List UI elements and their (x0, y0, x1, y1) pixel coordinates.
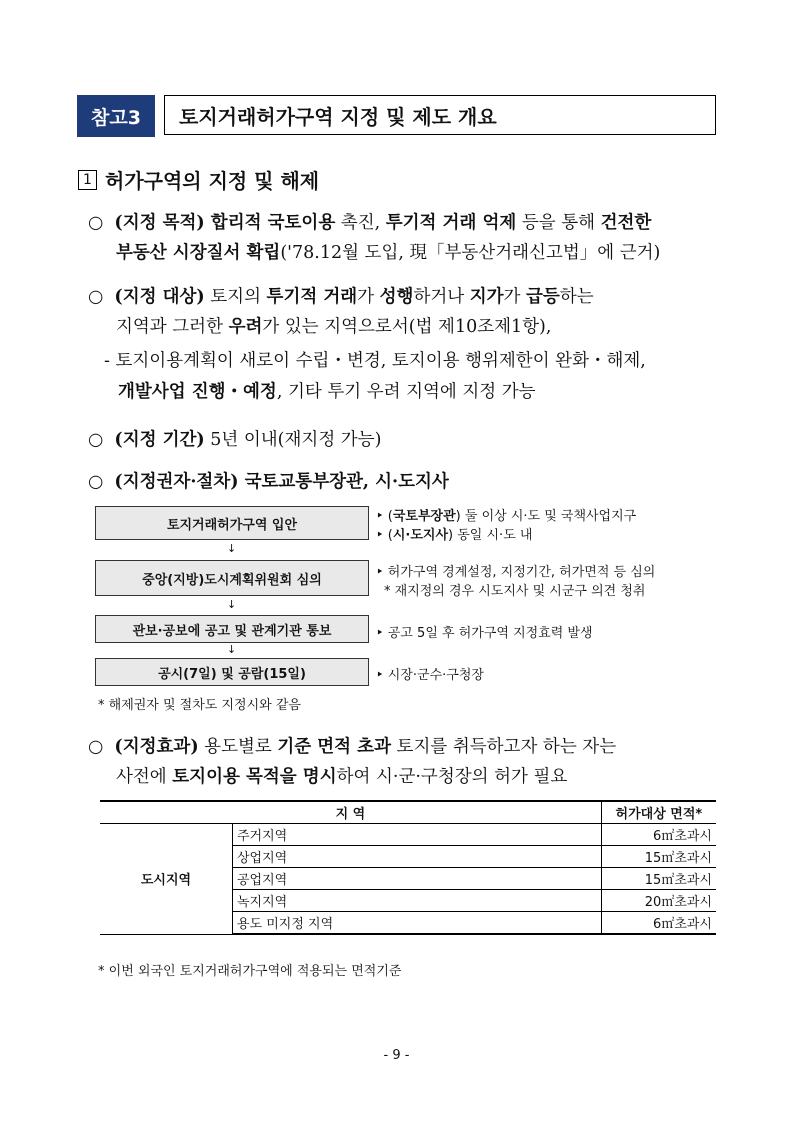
item-target-sub1: - 토지이용계획이 새로이 수립・변경, 토지이용 행위제한이 완화・해제, (104, 351, 646, 371)
flow-note: ‣ 허가구역 경계설정, 지정기간, 허가면적 등 심의 (376, 565, 656, 580)
text: 가 (503, 287, 527, 307)
text: 하거나 (413, 287, 470, 307)
text: 투기적 거래 억제 (385, 213, 517, 233)
flow-arrow: ↓ (227, 598, 237, 611)
text: ('78.12월 도입, 現「부동산거래신고법」에 근거) (280, 243, 661, 263)
flow-arrow: ↓ (227, 643, 237, 656)
item-period (88, 425, 381, 455)
flow-step-2: 중앙(지방)도시계획위원회 심의 (95, 560, 369, 596)
flow-note (376, 524, 532, 543)
flow-note (376, 505, 636, 524)
text: 등을 통해 (516, 213, 601, 233)
zone-name: 녹지지역 (233, 890, 602, 912)
text: ‣ ( (376, 509, 393, 524)
text: 시·도지사 (392, 528, 449, 543)
zone-name: 상업지역 (233, 846, 602, 868)
flow-note: ‣ 시장·군수·구청장 (376, 668, 484, 683)
table-header-row (100, 801, 716, 824)
label: (지정효과) (114, 737, 199, 757)
header-zone: 지 역 (100, 801, 601, 824)
text: 하는 (559, 287, 594, 307)
reference-tag: 참고3 (77, 95, 155, 137)
text: 성행 (379, 287, 414, 307)
text: ) 둘 이상 시·도 및 국책사업지구 (455, 509, 637, 524)
text: 토지를 취득하고자 하는 자는 (390, 737, 617, 757)
text: 부동산 시장질서 확립 (116, 243, 281, 263)
zone-group: 도시지역 (100, 824, 233, 935)
item-target-line2 (116, 312, 551, 342)
item-target-sub2 (118, 377, 536, 407)
flow-arrow: ↓ (227, 542, 237, 555)
text: 토지의 (204, 287, 267, 307)
flow-footnote: * 해제권자 및 절차도 지정시와 같음 (98, 698, 301, 713)
table-row (100, 824, 716, 846)
section-heading (78, 165, 319, 194)
text: 급등 (526, 287, 560, 307)
text: ‣ ( (376, 528, 393, 543)
item-purpose-line2 (116, 238, 660, 268)
zone-name: 용도 미지정 지역 (233, 912, 602, 935)
page-title: 토지거래허가구역 지정 및 제도 개요 (164, 95, 716, 135)
label: (지정권자·절차) 국토교통부장관, 시·도지사 (114, 472, 449, 492)
bullet: ○ (88, 213, 104, 233)
zone-area: 15㎡초과시 (601, 868, 716, 890)
flow-step-1: 토지거래허가구역 입안 (95, 506, 369, 540)
item-effect-line2 (116, 762, 567, 792)
text: 가 있는 지역으로서(법 제10조제1항), (262, 317, 552, 337)
text: 토지이용 목적을 명시 (172, 767, 337, 787)
label: (지정 목적) (114, 213, 211, 233)
zone-area: 6㎡초과시 (601, 912, 716, 935)
text: 하여 시·군·구청장의 허가 필요 (336, 767, 568, 787)
item-effect-line1 (88, 732, 616, 762)
text: 용도별로 (198, 737, 278, 757)
bullet: ○ (88, 472, 104, 492)
section-number: 1 (78, 170, 97, 190)
item-authority (88, 467, 449, 497)
flow-note: ‣ 공고 5일 후 허가구역 지정효력 발생 (376, 626, 593, 641)
bullet: ○ (88, 287, 104, 307)
text: 촉진, (335, 213, 386, 233)
text: 우려 (228, 317, 263, 337)
item-target-line1 (88, 282, 594, 312)
text: 기준 면적 초과 (277, 737, 391, 757)
zone-area: 20㎡초과시 (601, 890, 716, 912)
label: (지정 기간) (114, 430, 205, 450)
zone-area: 6㎡초과시 (601, 824, 716, 846)
item-purpose-line1 (88, 208, 651, 238)
table-footnote: * 이번 외국인 토지거래허가구역에 적용되는 면적기준 (98, 964, 402, 979)
text: ) 동일 시·도 내 (448, 528, 533, 543)
text: , 기타 투기 우려 지역에 지정 가능 (276, 382, 536, 402)
text: 5년 이내(재지정 가능) (204, 430, 382, 450)
text: 사전에 (116, 767, 173, 787)
text: 지가 (469, 287, 504, 307)
text: 개발사업 진행・예정 (118, 382, 277, 402)
flow-step-4: 공시(7일) 및 공람(15일) (95, 658, 369, 686)
area-table (100, 800, 716, 935)
zone-name: 공업지역 (233, 868, 602, 890)
text: 국토부장관 (392, 509, 456, 524)
text: 지역과 그러한 (116, 317, 229, 337)
section-title: 허가구역의 지정 및 해제 (105, 169, 320, 193)
bullet: ○ (88, 430, 104, 450)
page-number: - 9 - (383, 1048, 410, 1063)
text: 합리적 국토이용 (210, 213, 336, 233)
zone-name: 주거지역 (233, 824, 602, 846)
zone-area: 15㎡초과시 (601, 846, 716, 868)
header-area: 허가대상 면적* (601, 801, 716, 824)
bullet: ○ (88, 737, 104, 757)
text: 투기적 거래 (266, 287, 358, 307)
label: (지정 대상) (114, 287, 205, 307)
flow-note: * 재지정의 경우 시도지사 및 시군구 의견 청취 (384, 584, 646, 599)
flow-step-3: 관보·공보에 공고 및 관계기관 통보 (95, 615, 369, 643)
text: 건전한 (600, 213, 652, 233)
text: 가 (357, 287, 380, 307)
